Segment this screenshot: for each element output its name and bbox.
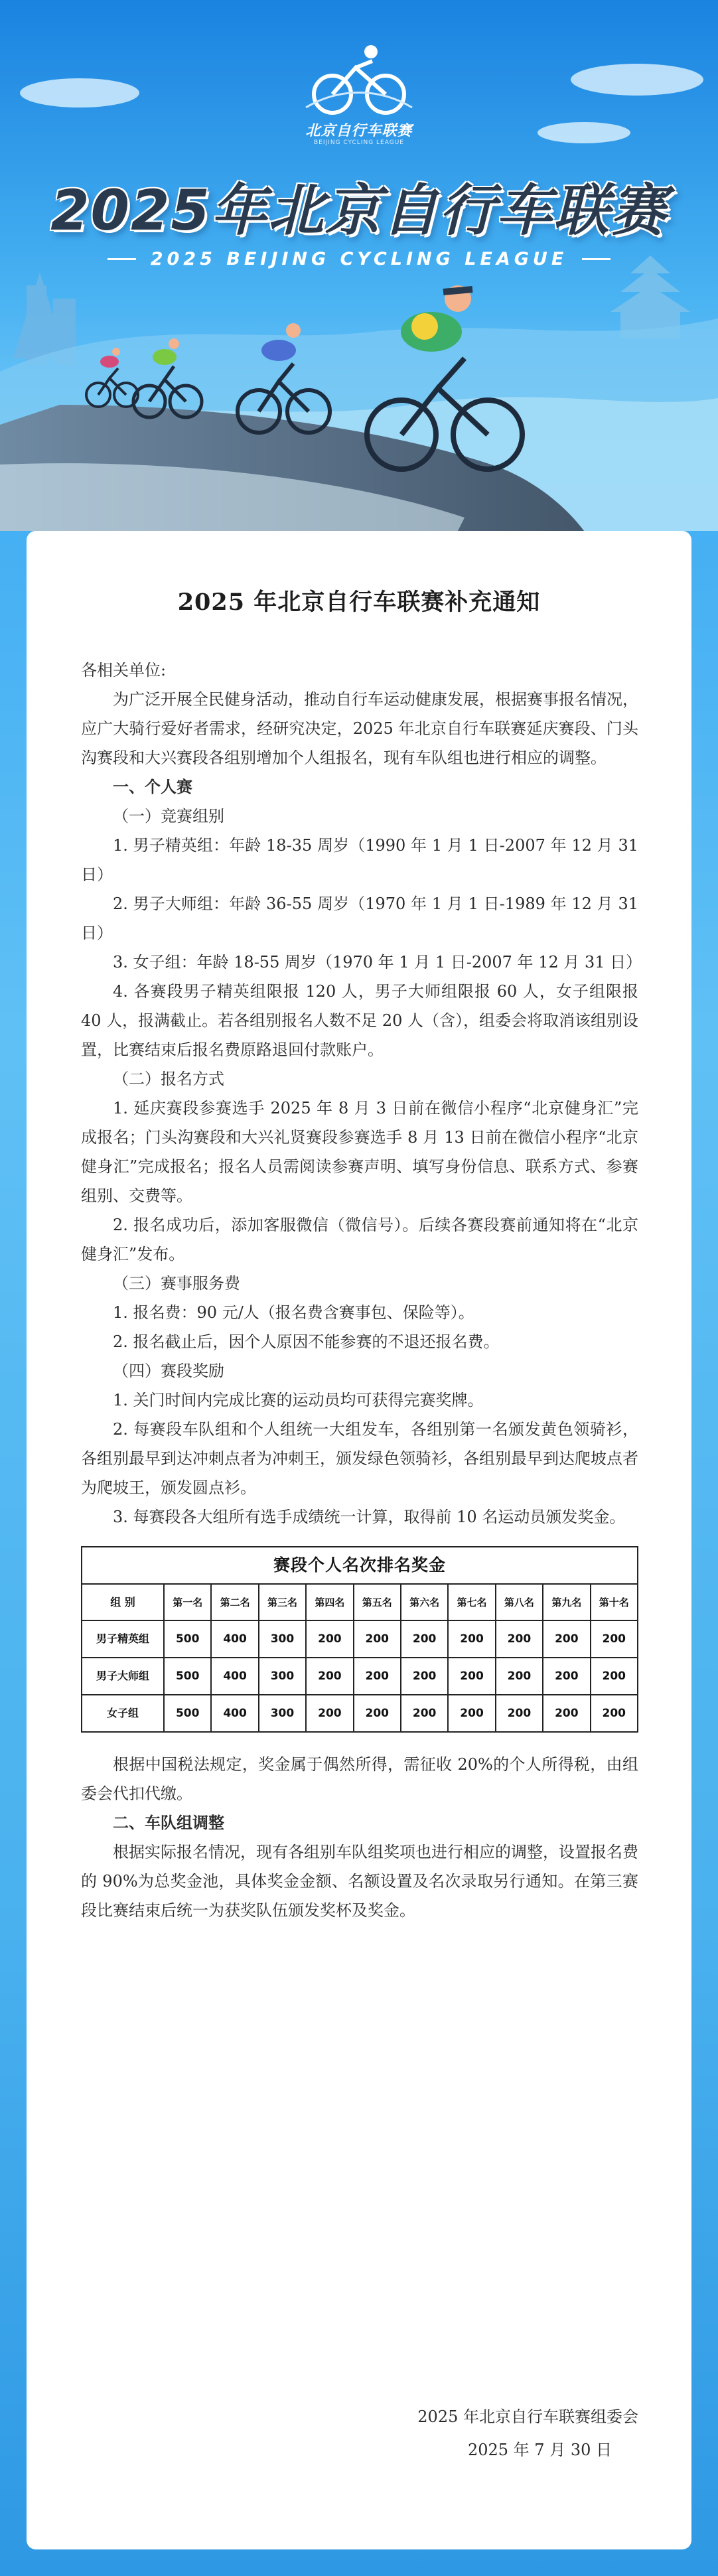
signature: 2025 年北京自行车联赛组委会 <box>417 2407 638 2426</box>
table-cell: 300 <box>259 1620 306 1658</box>
banner-subtitle: 2025 BEIJING CYCLING LEAGUE <box>150 248 568 269</box>
table-cell: 200 <box>306 1620 353 1658</box>
divider-right <box>582 258 610 260</box>
section-heading-individual: 一、个人赛 <box>113 777 192 796</box>
prize-table <box>81 1546 638 1733</box>
table-cell: 200 <box>448 1658 495 1695</box>
table-cell-group: 女子组 <box>82 1695 164 1732</box>
table-header-cell: 第二名 <box>211 1584 258 1620</box>
group-item: 4. 各赛段男子精英组限报 120 人，男子大师组限报 60 人，女子组限报 40 人，报满截止。若各组别报名人数不足 20 人（含），组委会将取消该组别设置，比赛结束后报名费原路退回付款账户。 <box>81 982 638 1059</box>
table-cell: 200 <box>543 1620 590 1658</box>
group-item: 2. 男子大师组：年龄 36-55 周岁（1970 年 1 月 1 日-1989 年 12 月 31 日） <box>81 894 638 942</box>
banner-title: 2025年北京自行车联赛 <box>50 178 668 243</box>
table-cell: 200 <box>591 1620 638 1658</box>
table-cell: 200 <box>543 1658 590 1695</box>
fee-item: 2. 报名截止后，因个人原因不能参赛的不退还报名费。 <box>113 1332 500 1351</box>
award-item: 1. 关门时间内完成比赛的运动员均可获得完赛奖牌。 <box>113 1391 484 1409</box>
notice-title: 2025 年北京自行车联赛补充通知 <box>177 589 541 616</box>
table-cell: 200 <box>591 1658 638 1695</box>
banner-subtitle-row <box>93 246 625 272</box>
table-cell: 200 <box>354 1620 401 1658</box>
table-row <box>82 1695 638 1732</box>
table-cell-group: 男子精英组 <box>82 1620 164 1658</box>
table-header-cell: 第一名 <box>164 1584 211 1620</box>
signup-item: 2. 报名成功后，添加客服微信（微信号）。后续各赛段赛前通知将在“北京健身汇”发布。 <box>81 1216 638 1263</box>
table-cell: 200 <box>448 1620 495 1658</box>
table-cell: 200 <box>448 1695 495 1732</box>
table-cell: 500 <box>164 1695 211 1732</box>
signup-item: 1. 延庆赛段参赛选手 2025 年 8 月 3 日前在微信小程序“北京健身汇”完成报名；门头沟赛段和大兴礼贤赛段参赛选手 8 月 13 日前在微信小程序“北京健身汇”完成报名；报名人员需阅读参赛声明、填写身份信息、联系方式、参赛组别、交费等。 <box>81 1099 638 1205</box>
table-cell: 200 <box>401 1658 448 1695</box>
group-item: 1. 男子精英组：年龄 18-35 周岁（1990 年 1 月 1 日-2007 年 12 月 31 日） <box>81 836 638 884</box>
table-cell-group: 男子大师组 <box>82 1658 164 1695</box>
table-header-cell: 第五名 <box>354 1584 401 1620</box>
table-row <box>82 1658 638 1695</box>
subheading-awards: （四）赛段奖励 <box>113 1362 224 1380</box>
salutation: 各相关单位: <box>81 661 167 680</box>
table-cell: 400 <box>211 1695 258 1732</box>
table-cell: 200 <box>306 1658 353 1695</box>
table-row <box>82 1620 638 1658</box>
subheading-signup: （二）报名方式 <box>113 1070 224 1088</box>
table-cell: 200 <box>306 1695 353 1732</box>
intro-paragraph: 为广泛开展全民健身活动，推动自行车运动健康发展，根据赛事报名情况，应广大骑行爱好者需求，经研究决定，2025 年北京自行车联赛延庆赛段、门头沟赛段和大兴赛段各组别增加个人组报名，现有车队组也进行相应的调整。 <box>81 690 638 767</box>
table-header-cell: 第四名 <box>306 1584 353 1620</box>
table-header-cell: 第三名 <box>259 1584 306 1620</box>
table-header-cell: 第六名 <box>401 1584 448 1620</box>
table-cell: 200 <box>354 1695 401 1732</box>
notice-card <box>27 531 691 2549</box>
table-cell: 400 <box>211 1620 258 1658</box>
divider-left <box>108 258 136 260</box>
table-cell: 500 <box>164 1658 211 1695</box>
table-cell: 200 <box>496 1620 543 1658</box>
group-item: 3. 女子组：年龄 18-55 周岁（1970 年 1 月 1 日-2007 年 12 月 31 日） <box>113 953 642 971</box>
table-cell: 400 <box>211 1658 258 1695</box>
table-header-cell: 第九名 <box>543 1584 590 1620</box>
notice-body <box>81 656 642 1925</box>
table-cell: 300 <box>259 1658 306 1695</box>
table-header-cell: 组 别 <box>82 1584 164 1620</box>
league-logo <box>293 41 425 147</box>
table-cell: 200 <box>496 1658 543 1695</box>
notice-date: 2025 年 7 月 30 日 <box>467 2441 612 2459</box>
team-note: 根据实际报名情况，现有各组别车队组奖项也进行相应的调整，设置报名费的 90%为总奖金池，具体奖金金额、名额设置及名次录取另行通知。在第三赛段比赛结束后统一为获奖队伍颁发奖杯及奖金。 <box>81 1843 638 1920</box>
table-cell: 300 <box>259 1695 306 1732</box>
table-cell: 200 <box>401 1620 448 1658</box>
logo-text: 北京自行车联赛 <box>305 123 413 139</box>
table-cell: 500 <box>164 1620 211 1658</box>
cyclist-logo-icon <box>293 41 425 121</box>
prize-table-caption: 赛段个人名次排名奖金 <box>82 1547 638 1584</box>
award-item: 3. 每赛段各大组所有选手成绩统一计算，取得前 10 名运动员颁发奖金。 <box>113 1508 626 1526</box>
hero-banner <box>0 0 718 531</box>
table-cell: 200 <box>543 1695 590 1732</box>
table-cell: 200 <box>496 1695 543 1732</box>
fee-item: 1. 报名费：90 元/人（报名费含赛事包、保险等）。 <box>113 1303 474 1322</box>
subheading-groups: （一）竞赛组别 <box>113 807 224 825</box>
subheading-fees: （三）赛事服务费 <box>113 1274 240 1293</box>
table-header-cell: 第七名 <box>448 1584 495 1620</box>
table-header-cell: 第八名 <box>496 1584 543 1620</box>
award-item: 2. 每赛段车队组和个人组统一大组发车，各组别第一名颁发黄色领骑衫，各组别最早到达冲刺点者为冲刺王，颁发绿色领骑衫，各组别最早到达爬坡点者为爬坡王，颁发圆点衫。 <box>81 1420 638 1497</box>
table-header-cell: 第十名 <box>591 1584 638 1620</box>
logo-subtext: BEIJING CYCLING LEAGUE <box>314 139 404 146</box>
prize-table-header-row <box>82 1584 638 1620</box>
table-cell: 200 <box>354 1658 401 1695</box>
tax-note: 根据中国税法规定，奖金属于偶然所得，需征收 20%的个人所得税，由组委会代扣代缴。 <box>81 1755 638 1803</box>
table-cell: 200 <box>401 1695 448 1732</box>
section-heading-team: 二、车队组调整 <box>113 1813 224 1832</box>
table-cell: 200 <box>591 1695 638 1732</box>
